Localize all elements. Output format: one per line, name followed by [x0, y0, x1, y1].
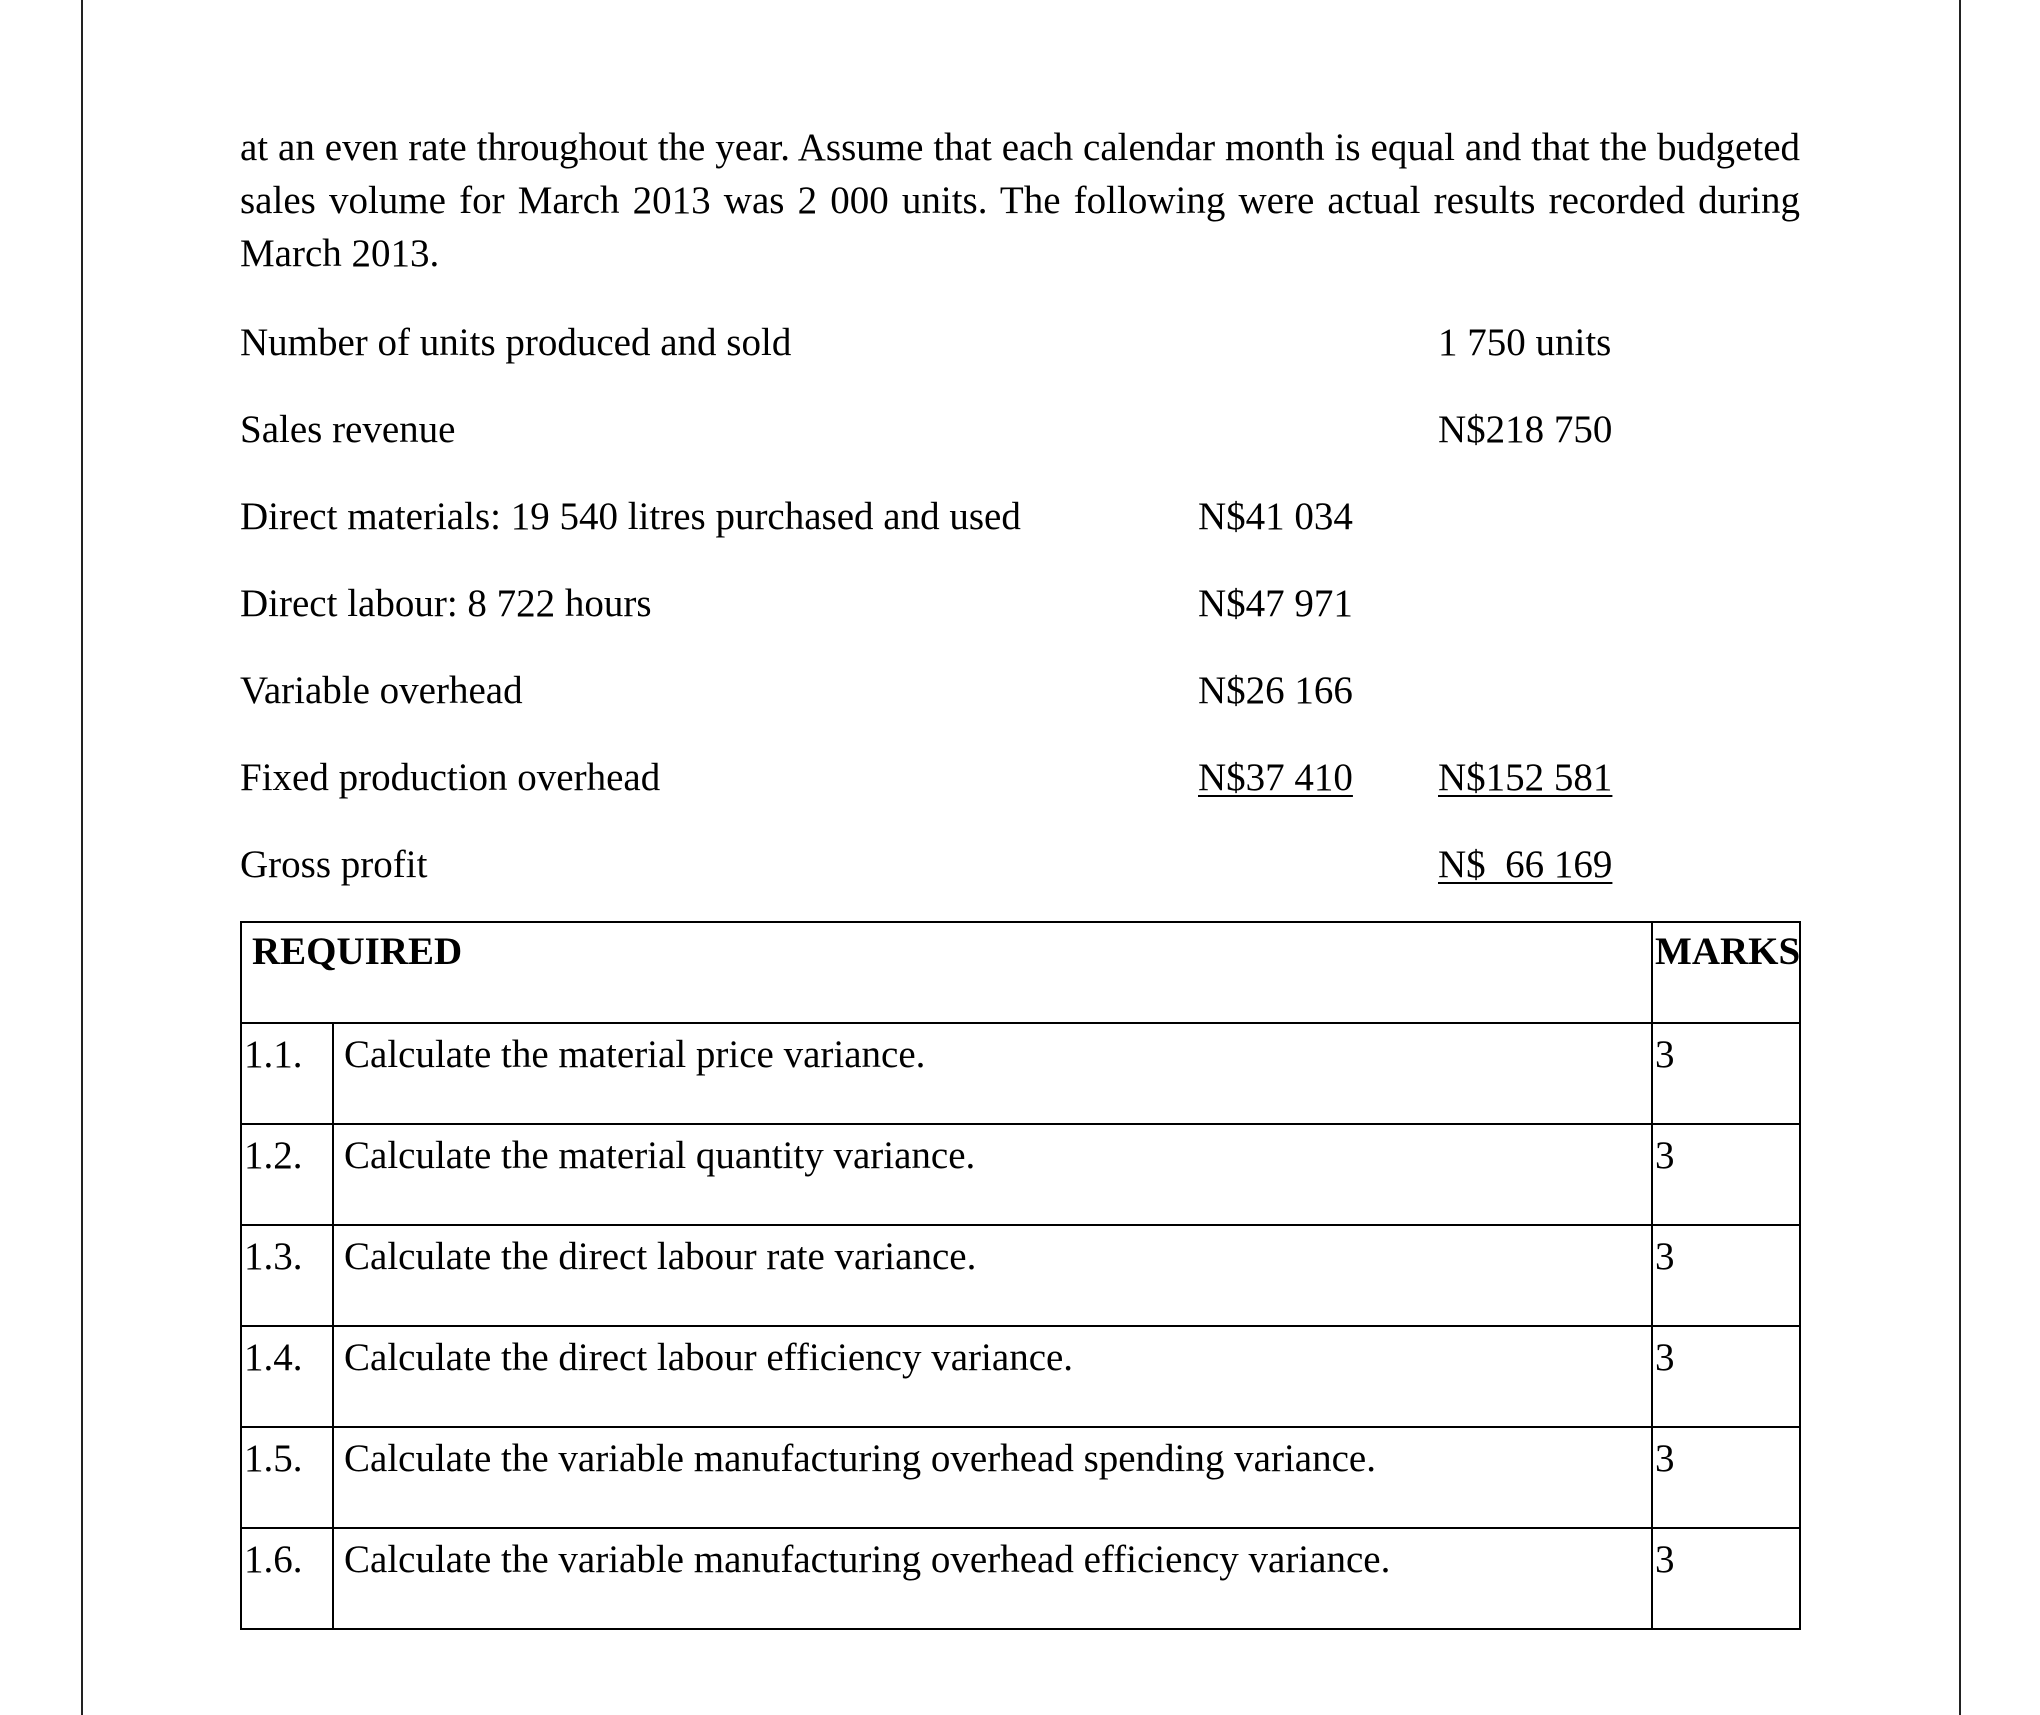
result-label: Gross profit	[240, 843, 428, 886]
question-number: 1.6.	[241, 1528, 333, 1629]
result-total: N$152 581	[1438, 756, 1613, 799]
question-marks: 3	[1652, 1225, 1800, 1326]
question-number: 1.1.	[241, 1023, 333, 1124]
question-row	[241, 1124, 1800, 1225]
question-number: 1.3.	[241, 1225, 333, 1326]
question-number: 1.2.	[241, 1124, 333, 1225]
result-label: Direct materials: 19 540 litres purchased and used	[240, 495, 1021, 538]
question-marks: 3	[1652, 1326, 1800, 1427]
question-row	[241, 1023, 1800, 1124]
question-number: 1.4.	[241, 1326, 333, 1427]
result-label: Direct labour: 8 722 hours	[240, 582, 652, 625]
result-row-direct-labour	[0, 579, 2040, 629]
required-table	[240, 921, 1801, 1630]
intro-line: sales volume for March 2013 was 2 000 units. The following were actual results recorded during	[240, 179, 1800, 222]
question-text: Calculate the variable manufacturing overhead efficiency variance.	[333, 1528, 1652, 1629]
required-header-row	[241, 922, 1800, 1023]
result-label: Sales revenue	[240, 408, 456, 451]
result-label: Fixed production overhead	[240, 756, 661, 799]
question-text: Calculate the material price variance.	[333, 1023, 1652, 1124]
question-row	[241, 1225, 1800, 1326]
result-row-variable-overhead	[0, 666, 2040, 716]
result-total: N$218 750	[1438, 408, 1613, 451]
result-label: Number of units produced and sold	[240, 321, 792, 364]
result-row-gross-profit	[0, 840, 2040, 890]
question-row	[241, 1427, 1800, 1528]
intro-line: at an even rate throughout the year. Assume that each calendar month is equal and that the budgeted	[240, 126, 1800, 169]
question-text: Calculate the material quantity variance.	[333, 1124, 1652, 1225]
marks-header: MARKS	[1652, 922, 1800, 1023]
question-row	[241, 1326, 1800, 1427]
question-number: 1.5.	[241, 1427, 333, 1528]
question-marks: 3	[1652, 1427, 1800, 1528]
result-amount: N$37 410	[1198, 756, 1353, 799]
question-text: Calculate the direct labour rate variance.	[333, 1225, 1652, 1326]
question-marks: 3	[1652, 1124, 1800, 1225]
result-row-direct-materials	[0, 492, 2040, 542]
result-row-fixed-overhead	[0, 753, 2040, 803]
result-total: 1 750 units	[1438, 321, 1612, 364]
result-row-sales-revenue	[0, 405, 2040, 455]
question-marks: 3	[1652, 1528, 1800, 1629]
intro-paragraph	[240, 121, 1800, 280]
question-text: Calculate the variable manufacturing overhead spending variance.	[333, 1427, 1652, 1528]
result-amount: N$47 971	[1198, 582, 1353, 625]
result-amount: N$26 166	[1198, 669, 1353, 712]
question-text: Calculate the direct labour efficiency variance.	[333, 1326, 1652, 1427]
result-amount: N$41 034	[1198, 495, 1353, 538]
required-title: REQUIRED	[241, 922, 1652, 1023]
intro-line: March 2013.	[240, 232, 440, 275]
question-row	[241, 1528, 1800, 1629]
result-label: Variable overhead	[240, 669, 523, 712]
question-marks: 3	[1652, 1023, 1800, 1124]
result-row-units	[0, 318, 2040, 368]
result-total: N$ 66 169	[1438, 843, 1613, 886]
